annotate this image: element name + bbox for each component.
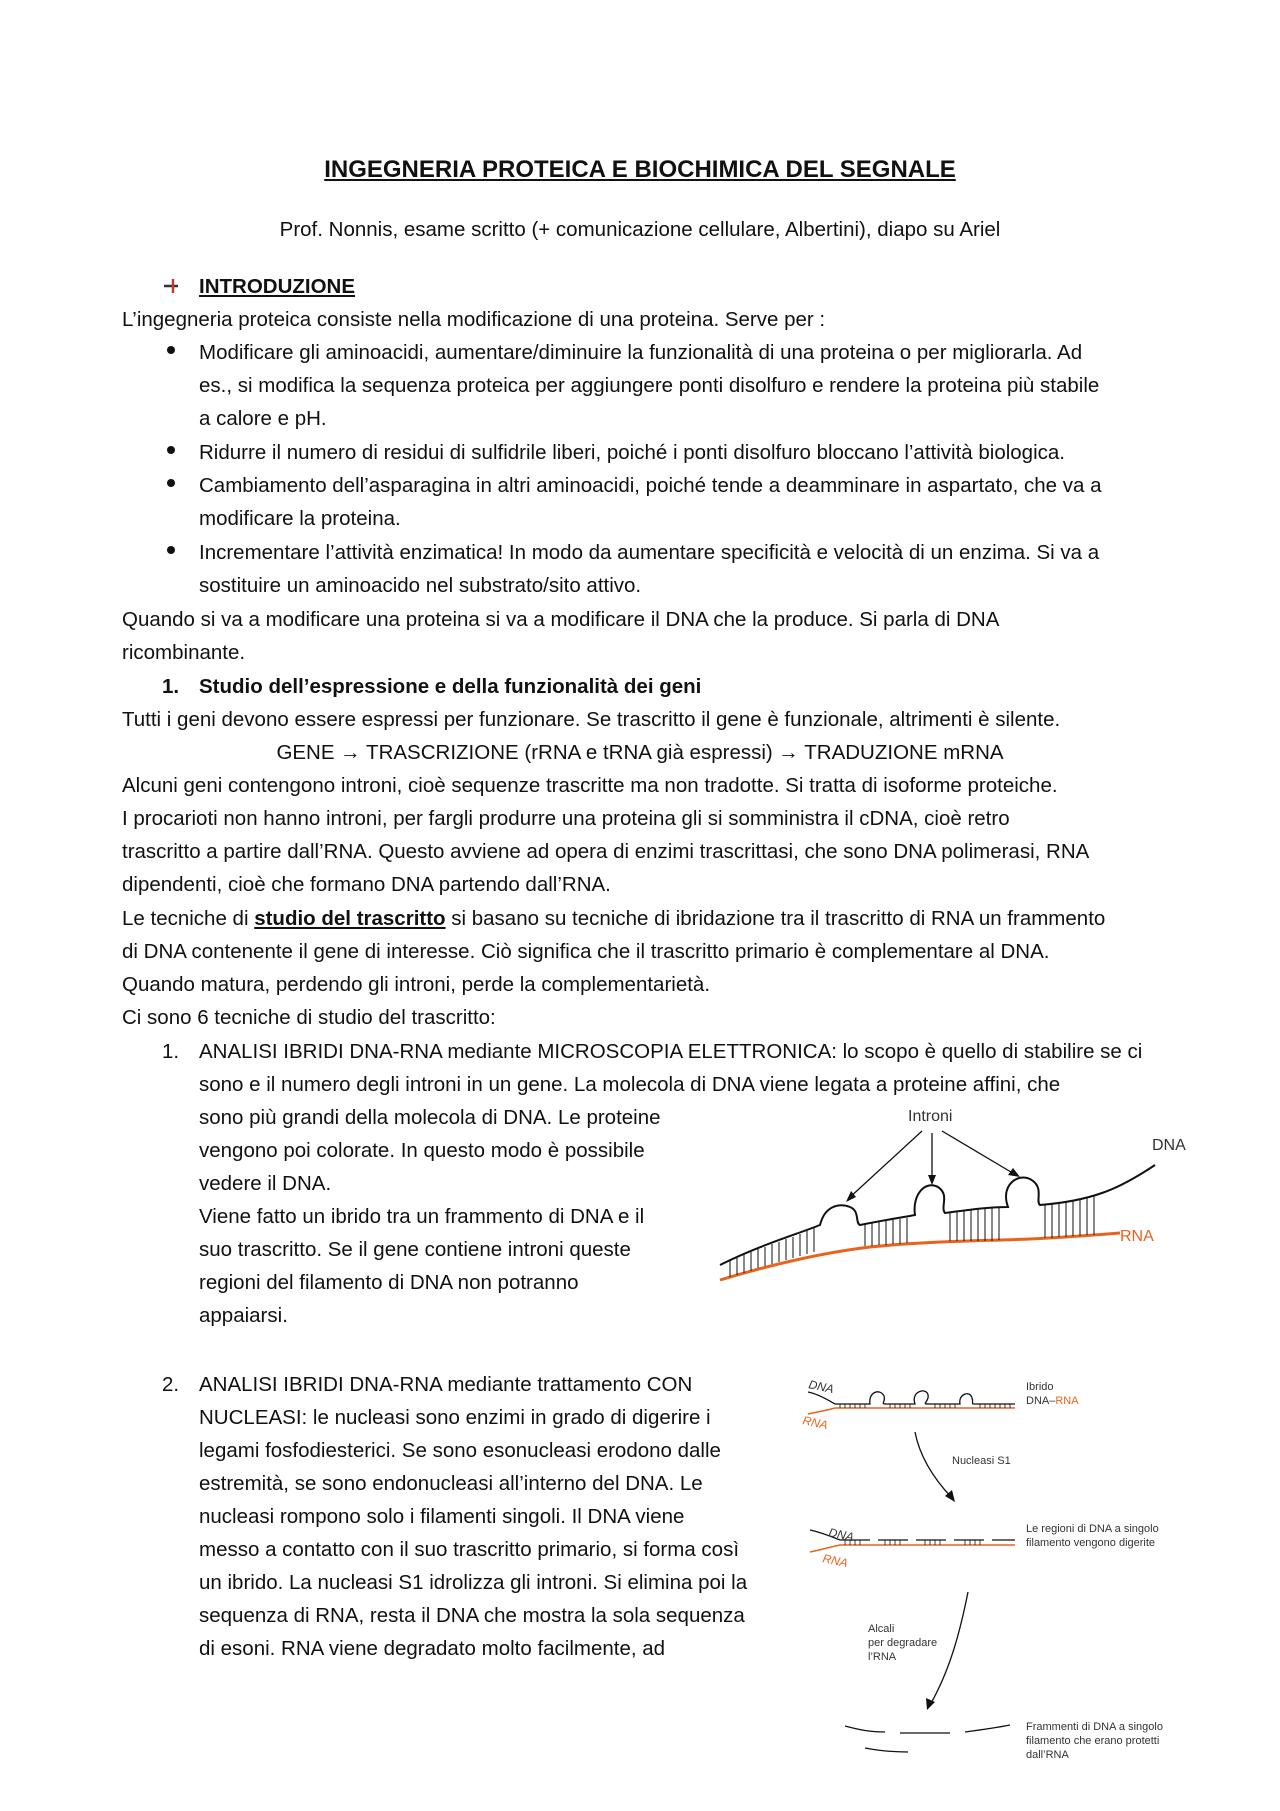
section-1-flow: GENE → TRASCRIZIONE (rRNA e tRNA già espressi) → TRADUZIONE mRNA	[276, 741, 1004, 764]
technique-2-number: 2.	[162, 1373, 180, 1396]
p4-post: si basano su tecniche di ibridazione tra il trascritto di RNA un frammento	[445, 907, 1106, 930]
bullet-dot	[167, 446, 175, 454]
base-pairs	[730, 1196, 1094, 1277]
technique-1-line-5: vedere il DNA.	[199, 1172, 332, 1195]
fig2-label-dna-1: DNA	[807, 1377, 836, 1397]
section-1-number: 1.	[162, 675, 180, 698]
bullet-1-line-3: a calore e pH.	[199, 407, 327, 430]
digested-step	[810, 1523, 1159, 1570]
section-1-p4-line-2: di DNA contenente il gene di interesse. Ciò significa che il trascritto primario è complementare al DNA.	[122, 940, 1050, 963]
fig2-label-dna-2: DNA	[827, 1525, 856, 1545]
fig2-label-regioni-1: Le regioni di DNA a singolo	[1026, 1523, 1159, 1535]
technique-2-line-7: un ibrido. La nucleasi S1 idrolizza gli introni. Si elimina poi la	[199, 1571, 748, 1594]
dna-fragments	[845, 1725, 1010, 1752]
section-marker-icon	[162, 276, 182, 296]
technique-2-line-2: NUCLEASI: le nucleasi sono enzimi in grado di digerire i	[199, 1406, 711, 1429]
dna-strand	[720, 1165, 1155, 1265]
bullet-dot	[167, 346, 175, 354]
technique-2-line-6: messo a contatto con il suo trascritto primario, si forma così	[199, 1538, 740, 1561]
label-dna: DNA	[1152, 1137, 1186, 1154]
fig2-label-rna-1: RNA	[801, 1413, 830, 1433]
fig2-label-rna-2: RNA	[821, 1551, 850, 1571]
fig2-label-alcali-2: per degradare	[868, 1637, 938, 1649]
fig2-label-ibrido-rna: RNA	[1055, 1395, 1079, 1407]
section-1-p3-line-2: trascritto a partire dall’RNA. Questo avviene ad opera di enzimi trascrittasi, che sono DNA polimerasi, RNA	[122, 840, 1090, 863]
technique-1-line-3: sono più grandi della molecola di DNA. Le proteine	[199, 1106, 661, 1129]
fig2-label-alcali-1: Alcali	[868, 1623, 895, 1635]
bullet-1-line-1: Modificare gli aminoacidi, aumentare/diminuire la funzionalità di una proteina o per migliorarla. Ad	[199, 341, 1083, 364]
intron-arrows	[848, 1131, 1016, 1199]
section-1-heading: Studio dell’espressione e della funzionalità dei geni	[199, 675, 702, 698]
fig2-label-alcali-3: l’RNA	[868, 1651, 897, 1663]
section-1-p1: Tutti i geni devono essere espressi per funzionare. Se trascritto il gene è funzionale, altrimenti è silente.	[122, 708, 1061, 731]
page-subtitle: Prof. Nonnis, esame scritto (+ comunicazione cellulare, Albertini), diapo su Ariel	[279, 218, 1001, 241]
section-1-p2: Alcuni geni contengono introni, cioè sequenze trascritte ma non tradotte. Si tratta di isoforme proteiche.	[122, 774, 1058, 797]
label-introni: Introni	[908, 1108, 953, 1125]
technique-1-line-7: suo trascritto. Se il gene contiene introni queste	[199, 1238, 631, 1261]
bullet-4-line-2: sostituire un aminoacido nel substrato/sito attivo.	[199, 574, 642, 597]
bullet-1-line-2: es., si modifica la sequenza proteica per aggiungere ponti disolfuro e rendere la proteina più stabile	[199, 374, 1100, 397]
technique-1-line-9: appaiarsi.	[199, 1304, 288, 1327]
arrow-step-1	[915, 1432, 952, 1498]
fig2-label-frammenti-2: filamento che erano protetti	[1026, 1735, 1160, 1747]
bullet-3-line-2: modificare la proteina.	[199, 507, 401, 530]
fig2-label-regioni-2: filamento vengono digerite	[1026, 1537, 1156, 1549]
section-1-p4-line-3: Quando matura, perdendo gli introni, perde la complementarietà.	[122, 973, 711, 996]
fig2-label-nucleasi: Nucleasi S1	[952, 1455, 1011, 1467]
studio-trascritto-emphasis: studio del trascritto	[254, 907, 446, 930]
technique-1-number: 1.	[162, 1040, 180, 1063]
intro-after-line-1: Quando si va a modificare una proteina si va a modificare il DNA che la produce. Si parla di DNA	[122, 608, 1000, 631]
section-1-p4-line-1	[122, 902, 1105, 935]
technique-1-line-8: regioni del filamento di DNA non potranno	[199, 1271, 579, 1294]
page-title: INGEGNERIA PROTEICA E BIOCHIMICA DEL SEGNALE	[324, 156, 956, 183]
p4-pre: Le tecniche di	[122, 907, 255, 930]
bullet-2-line-1: Ridurre il numero di residui di sulfidrile liberi, poiché i ponti disolfuro bloccano l’attività biologica.	[199, 441, 1065, 464]
technique-2-line-3: legami fosfodiesterici. Se sono esonucleasi erodono dalle	[199, 1439, 721, 1462]
technique-2-line-1: ANALISI IBRIDI DNA-RNA mediante trattamento CON	[199, 1373, 693, 1396]
technique-2-line-4: estremità, se sono endonucleasi all’interno del DNA. Le	[199, 1472, 703, 1495]
fig2-label-frammenti-1: Frammenti di DNA a singolo	[1026, 1721, 1163, 1733]
section-1-p3-line-1: I procarioti non hanno introni, per fargli produrre una proteina gli si somministra il cDNA, cioè retro	[122, 807, 1010, 830]
technique-2-line-5: nucleasi rompono solo i filamenti singoli. Il DNA viene	[199, 1505, 685, 1528]
section-1-p5: Ci sono 6 tecniche di studio del trascritto:	[122, 1006, 496, 1029]
label-rna: RNA	[1120, 1228, 1154, 1245]
hybrid-step	[801, 1377, 1079, 1432]
technique-2-line-8: sequenza di RNA, resta il DNA che mostra la sola sequenza	[199, 1604, 745, 1627]
technique-2-line-9: di esoni. RNA viene degradato molto facilmente, ad	[199, 1637, 666, 1660]
intro-heading: INTRODUZIONE	[199, 275, 356, 298]
figure-hybrid-introni	[700, 1095, 1186, 1310]
bullet-4-line-1: Incrementare l’attività enzimatica! In modo da aumentare specificità e velocità di un enzima. Si va a	[199, 541, 1100, 564]
technique-1-line-6: Viene fatto un ibrido tra un frammento di DNA e il	[199, 1205, 645, 1228]
fig2-label-ibrido-dna: DNA–	[1026, 1395, 1056, 1407]
bullet-3-line-1: Cambiamento dell’asparagina in altri aminoacidi, poiché tende a deamminare in aspartato, che va a	[199, 474, 1102, 497]
figure-nucleasi-s1	[800, 1370, 1200, 1800]
arrow-head-2	[926, 1698, 935, 1710]
fig2-label-frammenti-3: dall’RNA	[1026, 1749, 1069, 1761]
fig2-label-ibrido-2	[1026, 1395, 1079, 1407]
fig2-label-ibrido: Ibrido	[1026, 1381, 1054, 1393]
technique-1-line-1: ANALISI IBRIDI DNA-RNA mediante MICROSCOPIA ELETTRONICA: lo scopo è quello di stabilire se ci	[199, 1040, 1143, 1063]
intro-lead: L’ingegneria proteica consiste nella modificazione di una proteina. Serve per :	[122, 308, 826, 331]
intro-after-line-2: ricombinante.	[122, 641, 246, 664]
bullet-dot	[167, 479, 175, 487]
bullet-dot	[167, 546, 175, 554]
technique-1-line-4: vengono poi colorate. In questo modo è possibile	[199, 1139, 645, 1162]
section-1-p3-line-3: dipendenti, cioè che formano DNA partendo dall’RNA.	[122, 873, 611, 896]
technique-1-line-2: sono e il numero degli introni in un gene. La molecola di DNA viene legata a proteine affini, che	[199, 1073, 1061, 1096]
